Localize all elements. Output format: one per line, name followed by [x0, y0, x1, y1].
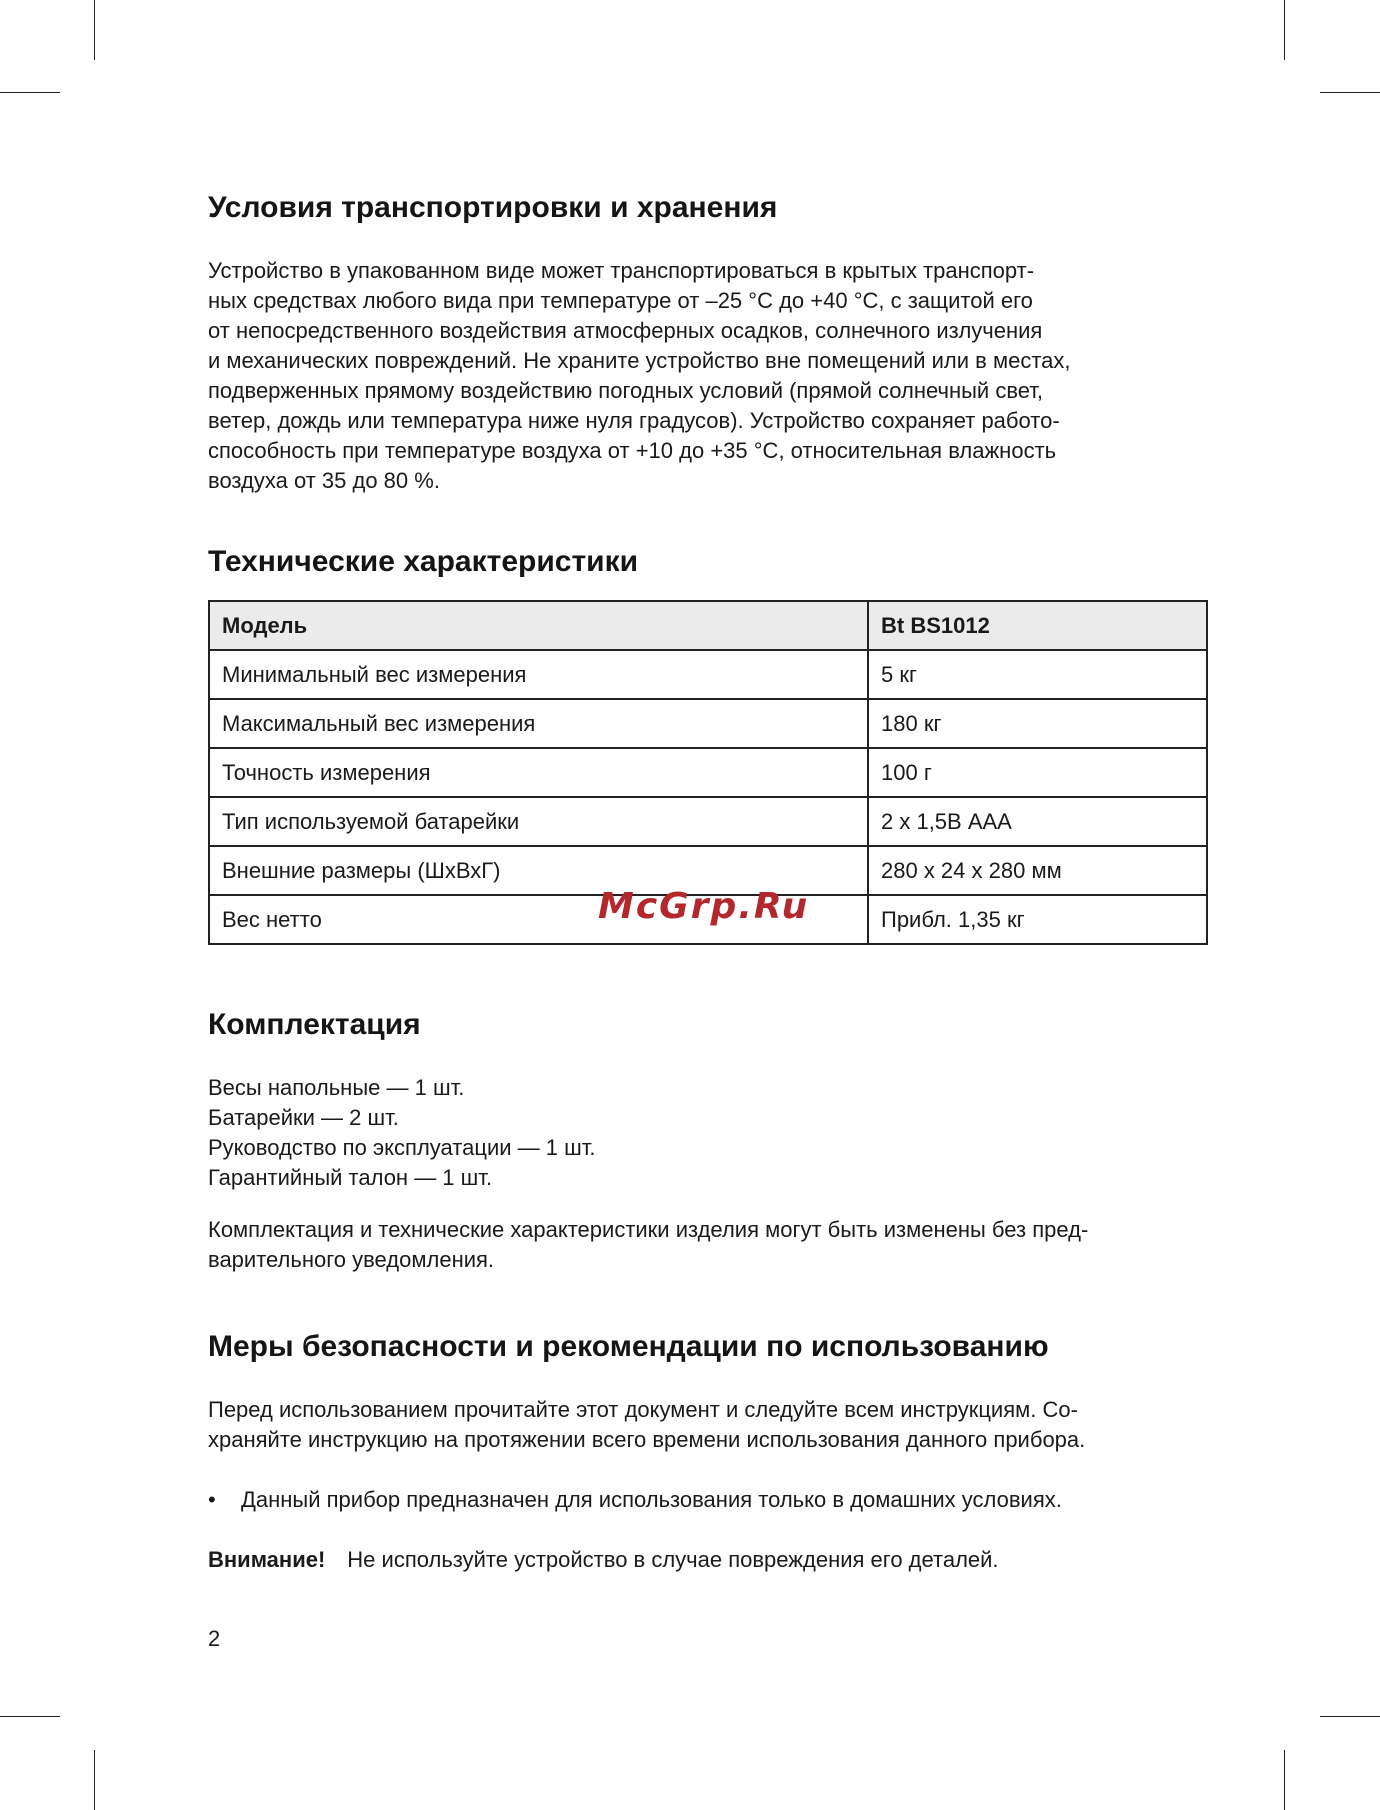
- safety-intro: [208, 1395, 1208, 1455]
- kit-section: [208, 1005, 1208, 1275]
- text-line: варительного уведомления.: [208, 1247, 495, 1272]
- text-line: Комплектация и технические характеристики изделия могут быть изменены без пред-: [208, 1217, 1089, 1242]
- kit-title: Комплектация: [208, 1008, 421, 1041]
- text-line: Перед использованием прочитайте этот документ и следуйте всем инструкциям. Со-: [208, 1397, 1078, 1422]
- text-line: Устройство в упакованном виде может транспортироваться в крытых транспорт-: [208, 258, 1035, 283]
- list-item: Весы напольные — 1 шт.: [208, 1075, 465, 1100]
- param-cell: Вес нетто: [209, 895, 868, 944]
- value-cell: 5 кг: [868, 650, 1207, 699]
- specs-title: Технические характеристики: [208, 545, 639, 578]
- param-cell: Тип используемой батарейки: [209, 797, 868, 846]
- crop-mark: [94, 1750, 95, 1810]
- text-line: воздуха от 35 до 80 %.: [208, 468, 440, 493]
- table-row: [209, 650, 1207, 699]
- text-line: ветер, дождь или температура ниже нуля градусов). Устройство сохраняет работо-: [208, 408, 1060, 433]
- value-cell: 180 кг: [868, 699, 1207, 748]
- text-line: способность при температуре воздуха от +10 до +35 °С, относительная влажность: [208, 438, 1057, 463]
- crop-mark: [1320, 92, 1380, 93]
- safety-title: Меры безопасности и рекомендации по использованию: [208, 1330, 1049, 1363]
- value-cell: 280 x 24 x 280 мм: [868, 846, 1207, 895]
- bullet-icon: •: [208, 1487, 216, 1512]
- transport-title: Условия транспортировки и хранения: [208, 191, 778, 224]
- text-line: от непосредственного воздействия атмосферных осадков, солнечного излучения: [208, 318, 1043, 343]
- crop-mark: [1320, 1716, 1380, 1717]
- table-row: [209, 748, 1207, 797]
- bullet-text: Данный прибор предназначен для использования только в домашних условиях.: [241, 1487, 1062, 1512]
- list-item: Гарантийный талон — 1 шт.: [208, 1165, 493, 1190]
- page-content: [208, 188, 1208, 1575]
- text-line: подверженных прямому воздействию погодных условий (прямой солнечный свет,: [208, 378, 1044, 403]
- param-cell: Внешние размеры (ШхВхГ): [209, 846, 868, 895]
- crop-mark: [0, 1716, 60, 1717]
- text-line: ных средствах любого вида при температуре от –25 °С до +40 °С, с защитой его: [208, 288, 1033, 313]
- transport-paragraph: [208, 256, 1208, 496]
- list-item: Руководство по эксплуатации — 1 шт.: [208, 1135, 596, 1160]
- param-cell: Максимальный вес измерения: [209, 699, 868, 748]
- warning: [208, 1545, 1208, 1575]
- crop-mark: [1284, 0, 1285, 60]
- param-cell: Минимальный вес измерения: [209, 650, 868, 699]
- warning-label: Внимание!: [208, 1547, 326, 1572]
- crop-mark: [0, 92, 60, 93]
- text-line: храняйте инструкцию на протяжении всего времени использования данного прибора.: [208, 1427, 1086, 1452]
- header-value-cell: Bt BS1012: [868, 601, 1207, 650]
- value-cell: 100 г: [868, 748, 1207, 797]
- safety-section: [208, 1327, 1208, 1575]
- watermark: McGrp.Ru: [598, 886, 810, 927]
- crop-mark: [94, 0, 95, 60]
- table-header-row: [209, 601, 1207, 650]
- specs-section: [208, 542, 1208, 945]
- page-number: 2: [208, 1626, 221, 1651]
- table-row: [209, 699, 1207, 748]
- value-cell: Прибл. 1,35 кг: [868, 895, 1207, 944]
- kit-note: [208, 1215, 1208, 1275]
- param-cell: Точность измерения: [209, 748, 868, 797]
- table-row: [209, 797, 1207, 846]
- crop-mark: [1284, 1750, 1285, 1810]
- warning-text: Не используйте устройство в случае повреждения его деталей.: [347, 1547, 999, 1572]
- transport-section: [208, 188, 1208, 496]
- kit-list: [208, 1073, 1208, 1193]
- header-param-cell: Модель: [209, 601, 868, 650]
- text-line: и механических повреждений. Не храните устройство вне помещений или в местах,: [208, 348, 1071, 373]
- bullet-item: [208, 1485, 1208, 1515]
- list-item: Батарейки — 2 шт.: [208, 1105, 399, 1130]
- value-cell: 2 x 1,5В AAA: [868, 797, 1207, 846]
